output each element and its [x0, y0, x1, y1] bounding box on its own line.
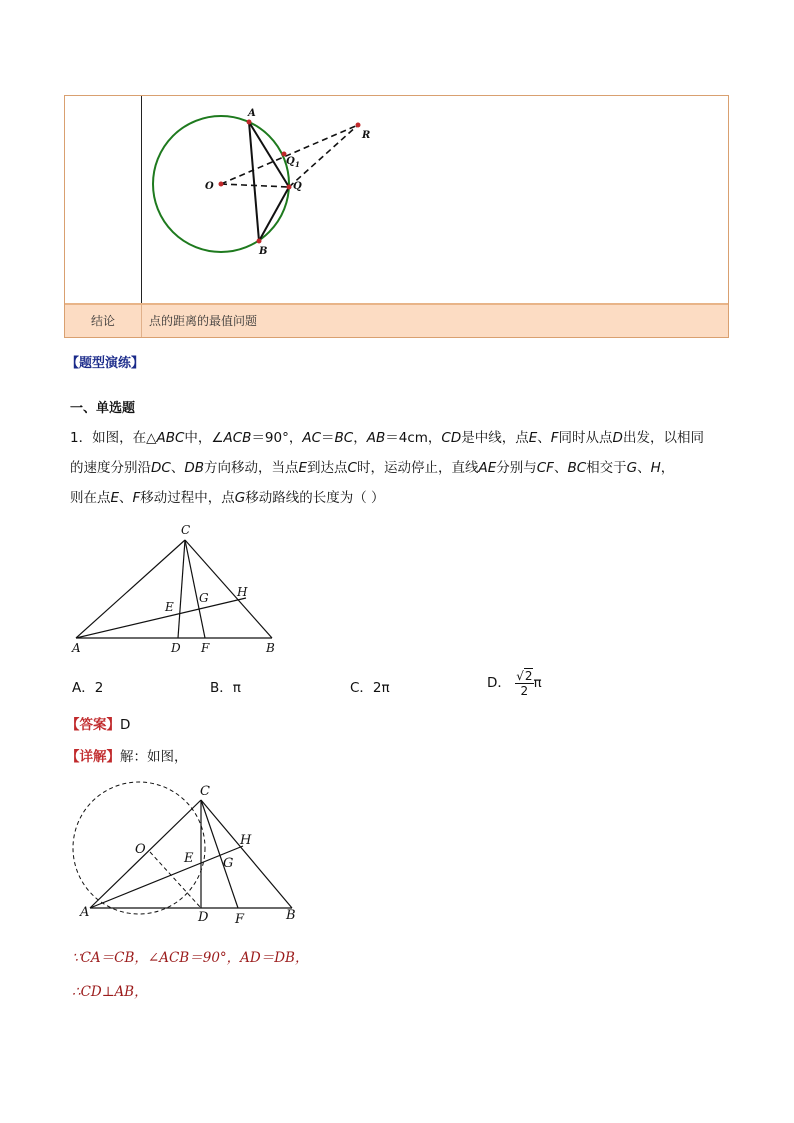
label-b: B — [259, 246, 268, 257]
point-r — [356, 123, 361, 128]
solution-figure — [60, 776, 320, 936]
option-d — [487, 668, 542, 698]
conclusion-text: 点的距离的最值问题 — [149, 314, 258, 328]
question-text: ＝ — [321, 430, 335, 446]
fraction-numerator: √2 — [516, 669, 533, 683]
question-math: ∠ACB — [211, 430, 252, 446]
question-text: 移动路线的长度为（ ） — [245, 490, 385, 506]
label-b: B — [266, 641, 275, 655]
label-a: A — [248, 108, 256, 119]
question-text: 、 — [170, 460, 185, 476]
question-math: F — [550, 430, 559, 446]
question-text: 出发，以相同 — [622, 430, 704, 446]
reasoning-line-2: ∴CD⊥AB， — [72, 984, 148, 1000]
question-line-2 — [70, 453, 732, 483]
question-text: 的速度分别沿 — [70, 460, 151, 476]
question-line-3 — [70, 483, 732, 513]
question-text: 时，运动停止，直线 — [356, 460, 479, 476]
option-c: C．2π — [350, 680, 390, 696]
question-math: DC — [151, 460, 171, 476]
option-a: A．2 — [72, 680, 104, 696]
label-d: D — [171, 641, 181, 655]
question-text: ， — [660, 460, 675, 476]
question-math: D — [612, 430, 623, 446]
option-d-prefix: D． — [487, 675, 511, 691]
point-b — [257, 239, 262, 244]
question-text: 、 — [637, 460, 651, 476]
sqrt-radicand: 2 — [524, 669, 533, 683]
question-text: ＝4cm， — [385, 430, 442, 446]
question-text: 方向移动，当点 — [204, 460, 299, 476]
label-a: A — [80, 905, 90, 920]
segment-cd — [178, 540, 185, 638]
question-math: DB — [184, 460, 204, 476]
question-math: BC — [334, 430, 354, 446]
label-f: F — [235, 912, 245, 927]
section-heading: 一、单选题 — [70, 401, 136, 416]
label-e: E — [184, 851, 194, 866]
point-q — [287, 185, 292, 190]
label-r: R — [362, 130, 371, 141]
label-g: G — [199, 591, 209, 605]
question-line-1 — [70, 423, 732, 453]
question-math: E — [528, 430, 538, 446]
label-g: G — [223, 856, 234, 871]
label-q1-subscript: 1 — [295, 160, 300, 169]
triangle-figure — [60, 518, 290, 658]
question-text: 则在点 — [70, 490, 111, 506]
question-text: 同时从点 — [558, 430, 613, 446]
question-text: ， — [353, 430, 367, 446]
question-text: 到达点 — [307, 460, 348, 476]
question-math: E — [298, 460, 308, 476]
point-a — [247, 120, 252, 125]
segment-or — [221, 125, 358, 184]
label-h: H — [240, 833, 252, 848]
question-text: 、 — [119, 490, 133, 506]
conclusion-label: 结论 — [90, 314, 115, 328]
segment-ah — [90, 846, 243, 908]
question-math: AB — [366, 430, 386, 446]
segment-qr — [289, 125, 358, 187]
section-tag: 【题型演练】 — [66, 356, 145, 371]
circle-figure — [140, 100, 400, 265]
label-q: Q — [293, 181, 302, 192]
option-d-suffix: π — [533, 675, 542, 691]
question-math: G — [234, 490, 246, 506]
question-math: AC — [302, 430, 322, 446]
question-math: E — [110, 490, 120, 506]
label-o: O — [205, 181, 214, 192]
question-text: ＝90°， — [251, 430, 303, 446]
detail-tag: 【详解】 — [66, 749, 120, 765]
answer-line — [66, 713, 130, 733]
segment-cf — [201, 800, 238, 908]
reasoning-line-1: ∵CA＝CB，∠ACB＝90°，AD＝DB， — [72, 950, 309, 966]
question-math: AE — [478, 460, 497, 476]
segment-bq — [259, 187, 289, 241]
question-math: BC — [567, 460, 587, 476]
question-text: 分别与 — [496, 460, 537, 476]
option-b: B．π — [210, 680, 241, 696]
answer-tag: 【答案】 — [66, 717, 120, 733]
label-c: C — [200, 784, 210, 799]
question-math: F — [132, 490, 141, 506]
question-math: CF — [536, 460, 554, 476]
question-text: 、 — [537, 430, 551, 446]
label-a: A — [72, 641, 81, 655]
segment-ab — [249, 122, 259, 241]
question-math: CD — [441, 430, 462, 446]
segment-cf — [185, 540, 205, 638]
point-o — [219, 182, 224, 187]
question-math: △ABC — [146, 430, 185, 446]
detail-line — [66, 745, 188, 765]
label-d: D — [198, 910, 209, 925]
label-o: O — [135, 842, 146, 857]
question-text: 、 — [553, 460, 568, 476]
label-h: H — [237, 585, 248, 599]
segment-ah — [76, 598, 246, 638]
segment-bc — [185, 540, 272, 638]
label-q1: Q — [286, 156, 295, 167]
answer-value: D — [120, 717, 131, 733]
label-f: F — [201, 641, 210, 655]
question-text: 是中线，点 — [461, 430, 529, 446]
question-text: 1．如图，在 — [70, 430, 147, 446]
conclusion-row — [65, 305, 728, 337]
fraction — [515, 668, 533, 698]
question-math: G — [626, 460, 638, 476]
label-e: E — [165, 600, 174, 614]
question-text: 相交于 — [586, 460, 627, 476]
conclusion-row-divider — [141, 305, 142, 337]
segment-bc — [201, 800, 292, 908]
question-math: C — [347, 460, 357, 476]
question-text: 中， — [184, 430, 212, 446]
segment-ac — [76, 540, 185, 638]
question-math: H — [650, 460, 661, 476]
detail-text: 解：如图， — [120, 749, 188, 765]
label-b: B — [286, 908, 296, 923]
fraction-denominator: 2 — [520, 684, 529, 698]
label-c: C — [181, 523, 191, 537]
question-text: 移动过程中，点 — [140, 490, 235, 506]
